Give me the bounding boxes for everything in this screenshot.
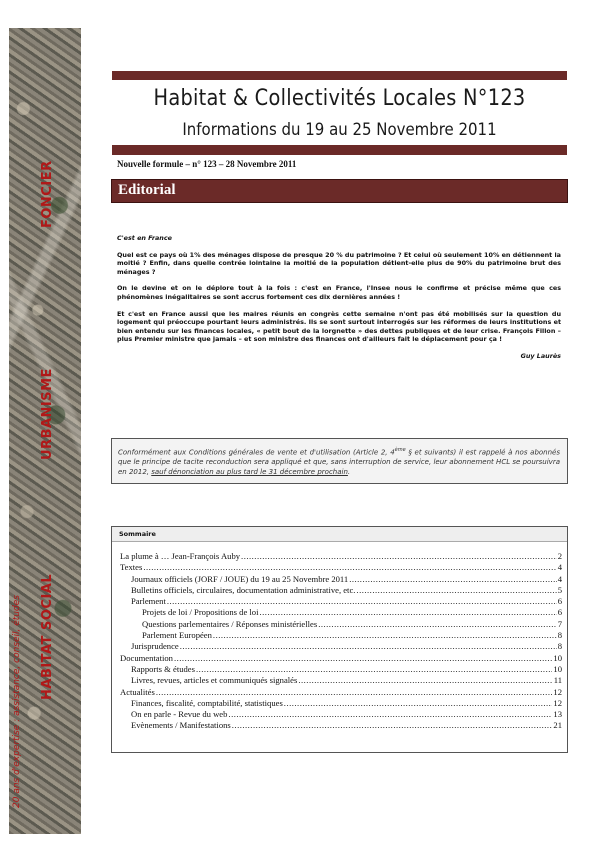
toc-entry-label: Rapports & études [131, 663, 195, 674]
toc-entry-label: Journaux officiels (JORF / JOUE) du 19 au 25 Novembre 2011 [131, 573, 349, 584]
toc-entry[interactable] [120, 574, 562, 585]
editorial-body [117, 234, 561, 369]
table-of-contents [111, 526, 568, 753]
toc-dot-leader [318, 619, 557, 629]
toc-dot-leader [232, 720, 553, 730]
toc-entry-label: Finances, fiscalité, comptabilité, statistiques [131, 697, 283, 708]
toc-entry-label: Bulletins officiels, circulaires, documentation administrative, etc. [131, 584, 356, 595]
toc-entry[interactable] [120, 709, 562, 720]
toc-entry-label: On en parle - Revue du web [131, 709, 228, 720]
strip-tagline: 20 ans d'expertise : assistance, conseil, études [12, 595, 22, 808]
toc-entry[interactable] [120, 664, 562, 675]
toc-entry-label: Parlement Européen [142, 630, 212, 641]
toc-entry-page: 7 [557, 618, 562, 629]
newsletter-subtitle: Informations du 19 au 25 Novembre 2011 [182, 120, 497, 140]
toc-entry-page: 10 [553, 652, 562, 663]
editorial-paragraph: Et c'est en France aussi que les maires réunis en congrès cette semaine n'ont pas été mobilisés sur la question du logement qui préoccupe pourtant leurs administrés. Ils se sont surtout interrogés sur les réformes de leurs institutions et bien entendu sur les finances locales, « petit bout de la lorgnette » des dettes publiques et de leur crise. François Fillon – plus Premier ministre que jamais – et son ministre des finances ont d'ailleurs fait le déplacement pour ça ! [117, 309, 561, 344]
editorial-signature: Guy Laurès [520, 351, 561, 360]
toc-entry[interactable] [120, 675, 562, 686]
header-top-rule [112, 71, 567, 80]
editorial-paragraph: On le devine et on le déplore tout à la fois : c'est en France, l'Insee nous le confirme et précise même que ces phénomènes inégalitaires se sont accrus fortement ces dix dernières années ! [117, 284, 561, 301]
toc-entry-page: 4 [557, 562, 562, 573]
toc-entry-label: Jurisprudence [131, 641, 179, 652]
toc-entry-label: Actualités [120, 686, 155, 697]
toc-dot-leader [180, 641, 557, 651]
issue-line: Nouvelle formule – n° 123 – 28 Novembre 2011 [117, 159, 297, 169]
toc-entry[interactable] [120, 698, 562, 709]
editorial-paragraph: Quel est ce pays où 1% des ménages dispose de presque 20 % du patrimoine ? Et celui où seulement 10% en détiennent la moitié ? Enfin, dans quelle contrée lointaine la moitié de la population détient-elle plus de 90% du patrimoine brut des ménages ? [117, 250, 561, 276]
toc-entry-label: Evènements / Manifestations [131, 720, 231, 731]
toc-entry-page: 11 [553, 675, 562, 686]
toc-entry-page: 4 [557, 573, 562, 584]
toc-entry[interactable] [120, 596, 562, 607]
toc-entry[interactable] [120, 562, 562, 573]
toc-entry[interactable] [120, 720, 562, 731]
toc-dot-leader [196, 664, 552, 674]
toc-dot-leader [241, 551, 557, 561]
toc-entry-page: 5 [557, 584, 562, 595]
toc-entry-label: Questions parlementaires / Réponses ministérielles [142, 618, 318, 629]
toc-entry[interactable] [120, 585, 562, 596]
notice-text-middle: § et suivants) il est rappelé à nos abonnés que le principe de tacite reconduction sera appliqué et que, sans interruption de service, leur abonnement HCL se poursuivra en 2012, [118, 448, 561, 477]
editorial-heading: Editorial [118, 182, 176, 198]
toc-label: Sommaire [112, 527, 567, 542]
toc-entry[interactable] [120, 619, 562, 630]
toc-dot-leader [284, 698, 553, 708]
toc-entry-label: Textes [120, 562, 143, 573]
toc-entry-label: Documentation [120, 652, 173, 663]
toc-dot-leader [143, 562, 556, 572]
notice-text-end: . [347, 468, 351, 477]
toc-entry[interactable] [120, 641, 562, 652]
strip-label-foncier: FONCIER [40, 160, 55, 228]
toc-dot-leader [228, 709, 552, 719]
newsletter-title: Habitat & Collectivités Locales N°123 [153, 86, 526, 111]
toc-entry-page: 10 [553, 663, 562, 674]
renewal-notice-text [118, 445, 560, 477]
toc-list [120, 551, 562, 732]
toc-entry[interactable] [120, 653, 562, 664]
toc-entry-page: 8 [557, 630, 562, 641]
header-bottom-rule [112, 145, 567, 155]
toc-entry[interactable] [120, 630, 562, 641]
notice-superscript: ème [394, 447, 406, 453]
toc-dot-leader [174, 653, 552, 663]
strip-label-urbanisme: URBANISME [40, 368, 55, 460]
toc-entry-page: 2 [557, 551, 562, 561]
toc-dot-leader [349, 574, 557, 584]
toc-entry[interactable] [120, 607, 562, 618]
toc-dot-leader [356, 585, 556, 595]
toc-entry-page: 6 [557, 607, 562, 618]
toc-dot-leader [167, 596, 557, 606]
toc-entry[interactable] [120, 551, 562, 562]
toc-entry-page: 6 [557, 596, 562, 607]
toc-entry-label: Projets de loi / Propositions de loi [142, 607, 259, 618]
toc-entry-page: 21 [553, 720, 562, 731]
toc-entry[interactable] [120, 687, 562, 698]
toc-entry-page: 8 [557, 641, 562, 652]
editorial-heading-bar [111, 179, 568, 203]
toc-entry-page: 12 [553, 697, 562, 708]
editorial-intro: C'est en France [117, 234, 172, 242]
toc-dot-leader [156, 687, 553, 697]
toc-dot-leader [260, 607, 557, 617]
toc-dot-leader [213, 630, 557, 640]
toc-entry-page: 13 [553, 709, 562, 720]
notice-deadline: sauf dénonciation au plus tard le 31 décembre prochain [151, 468, 348, 477]
strip-label-habitat-social: HABITAT SOCIAL [40, 573, 55, 700]
toc-entry-label: Livres, revues, articles et communiqués signalés [131, 675, 298, 686]
renewal-notice-box [111, 438, 568, 484]
notice-text-start: Conformément aux Conditions générales de vente et d'utilisation (Article 2, 4 [118, 448, 395, 457]
toc-entry-label: La plume à … Jean-François Auby [120, 551, 241, 561]
toc-entry-page: 12 [553, 686, 562, 697]
toc-dot-leader [298, 675, 552, 685]
toc-entry-label: Parlement [131, 596, 166, 607]
